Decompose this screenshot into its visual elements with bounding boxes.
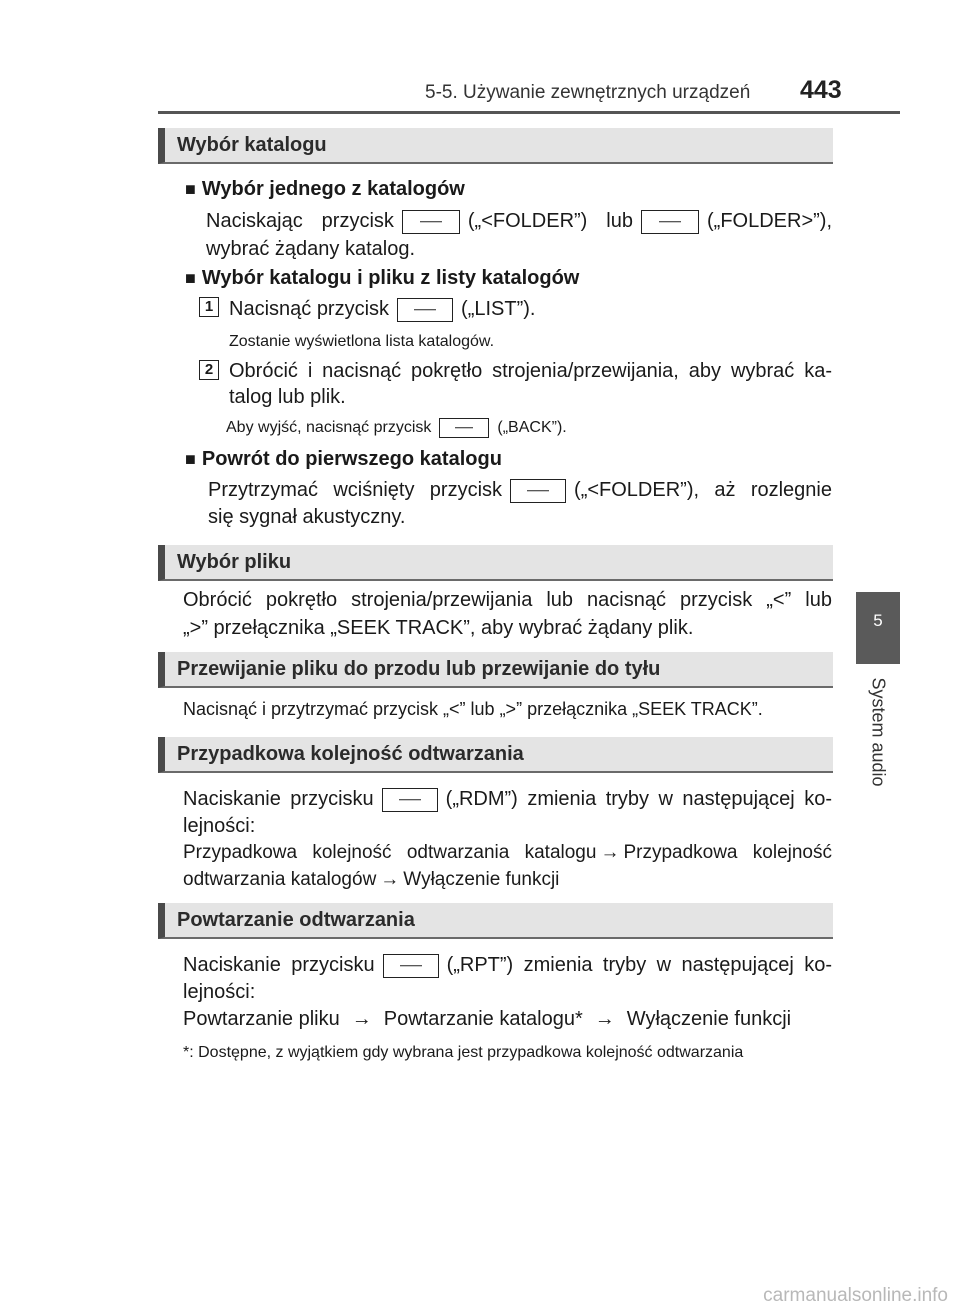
paragraph-line: wybrać żądany katalog.: [206, 238, 416, 260]
text: odtwarzania katalogów: [183, 869, 377, 890]
paragraph-line: „>” przełącznika „SEEK TRACK”, aby wybrać żądany plik.: [183, 617, 694, 639]
subheading-folder-list: [185, 266, 579, 290]
chapter-number: 5: [873, 611, 883, 630]
text: („RPT”) zmienia tryby w następującej ko-: [446, 954, 832, 976]
arrow-icon: →: [600, 842, 620, 863]
arrow-icon: →: [594, 1008, 615, 1030]
arrow-icon: →: [351, 1008, 372, 1030]
subheading-select-folder: [185, 177, 465, 201]
section-heading-text: Powtarzanie odtwarzania: [177, 909, 415, 931]
header-rule: [158, 111, 900, 114]
text: Nacisnąć przycisk: [229, 298, 390, 320]
paragraph-line: [183, 787, 832, 812]
subheading-first-folder: [185, 447, 502, 471]
text: Powtarzanie katalogu*: [383, 1008, 583, 1030]
text: Wyłączenie funkcji: [626, 1008, 792, 1030]
text: Przypadkowa kolejność odtwarzania katalogu: [183, 842, 597, 863]
text: Wyłączenie funkcji: [403, 869, 560, 890]
header-title: 5-5. Używanie zewnętrznych urządzeń: [425, 82, 751, 103]
page-number: 443: [800, 76, 842, 104]
paragraph-line: lejności:: [183, 981, 256, 1003]
bullet-square: ■: [185, 179, 196, 199]
paragraph-line: [183, 841, 832, 865]
button-icon: [510, 479, 566, 503]
subheading-text: Wybór jednego z katalogów: [201, 178, 465, 200]
section-heading-seek: [158, 652, 833, 688]
step-2-text: Obrócić i nacisnąć pokrętło strojenia/przewijania, aby wybrać ka-: [229, 360, 832, 382]
paragraph-line: Obrócić pokrętło strojenia/przewijania lub nacisnąć przycisk „<” lub: [183, 589, 832, 611]
paragraph-line: Nacisnąć i przytrzymać przycisk „<” lub „>” przełącznika „SEEK TRACK”.: [183, 699, 763, 719]
section-heading-repeat: [158, 903, 833, 939]
text: Naciskanie przycisku: [183, 788, 374, 810]
chapter-label-text: System audio: [868, 677, 889, 787]
text: Przypadkowa kolejność: [623, 842, 832, 863]
section-heading-text: Przewijanie pliku do przodu lub przewijanie do tyłu: [177, 658, 661, 680]
paragraph-line: się sygnał akustyczny.: [208, 506, 406, 528]
footnote: *: Dostępne, z wyjątkiem gdy wybrana jest przypadkowa kolejność odtwarzania: [183, 1044, 744, 1061]
step-2-text-cont: talog lub plik.: [229, 386, 346, 408]
button-icon: [641, 210, 699, 234]
text: („FOLDER>”),: [707, 210, 832, 232]
text: („BACK”).: [497, 419, 567, 436]
text: („<FOLDER”) lub: [467, 210, 633, 232]
chapter-tab: [856, 592, 900, 664]
text: Przytrzymać wciśnięty przycisk: [208, 479, 503, 501]
paragraph-line: [183, 868, 559, 892]
arrow-icon: →: [380, 869, 400, 890]
button-icon: [382, 788, 438, 812]
button-icon: [383, 954, 439, 978]
section-heading-random: [158, 737, 833, 773]
step-1-note: Zostanie wyświetlona lista katalogów.: [229, 333, 495, 350]
section-heading-folder: [158, 128, 833, 164]
bullet-square: ■: [185, 449, 196, 469]
paragraph-line: lejności:: [183, 815, 256, 837]
paragraph-line: [183, 1007, 791, 1031]
step-badge-2: 2: [199, 360, 219, 380]
text: Powtarzanie pliku: [183, 1008, 340, 1030]
step-badge-1: 1: [199, 297, 219, 317]
back-note: [226, 416, 567, 440]
subheading-text: Wybór katalogu i pliku z listy katalogów: [201, 267, 580, 289]
step-1-text: [229, 297, 535, 322]
text: Naciskając przycisk: [206, 210, 394, 232]
paragraph-line: [208, 478, 832, 503]
paragraph-line: [183, 953, 832, 978]
text: Aby wyjść, nacisnąć przycisk: [226, 419, 432, 436]
text: Naciskanie przycisku: [183, 954, 375, 976]
subheading-text: Powrót do pierwszego katalogu: [201, 448, 502, 470]
section-heading-text: Przypadkowa kolejność odtwarzania: [177, 743, 524, 765]
text: („RDM”) zmienia tryby w następującej ko-: [445, 788, 832, 810]
button-icon: [439, 418, 489, 438]
section-heading-file: [158, 545, 833, 581]
text: („<FOLDER”), aż rozlegnie: [574, 479, 832, 501]
button-icon: [402, 210, 460, 234]
paragraph-line: [206, 209, 832, 234]
section-heading-text: Wybór katalogu: [177, 134, 327, 156]
button-icon: [397, 298, 453, 322]
chapter-label: [868, 672, 888, 792]
watermark: carmanualsonline.info: [763, 1285, 948, 1306]
bullet-square: ■: [185, 268, 196, 288]
section-heading-text: Wybór pliku: [177, 551, 292, 573]
text: („LIST”).: [461, 298, 536, 320]
